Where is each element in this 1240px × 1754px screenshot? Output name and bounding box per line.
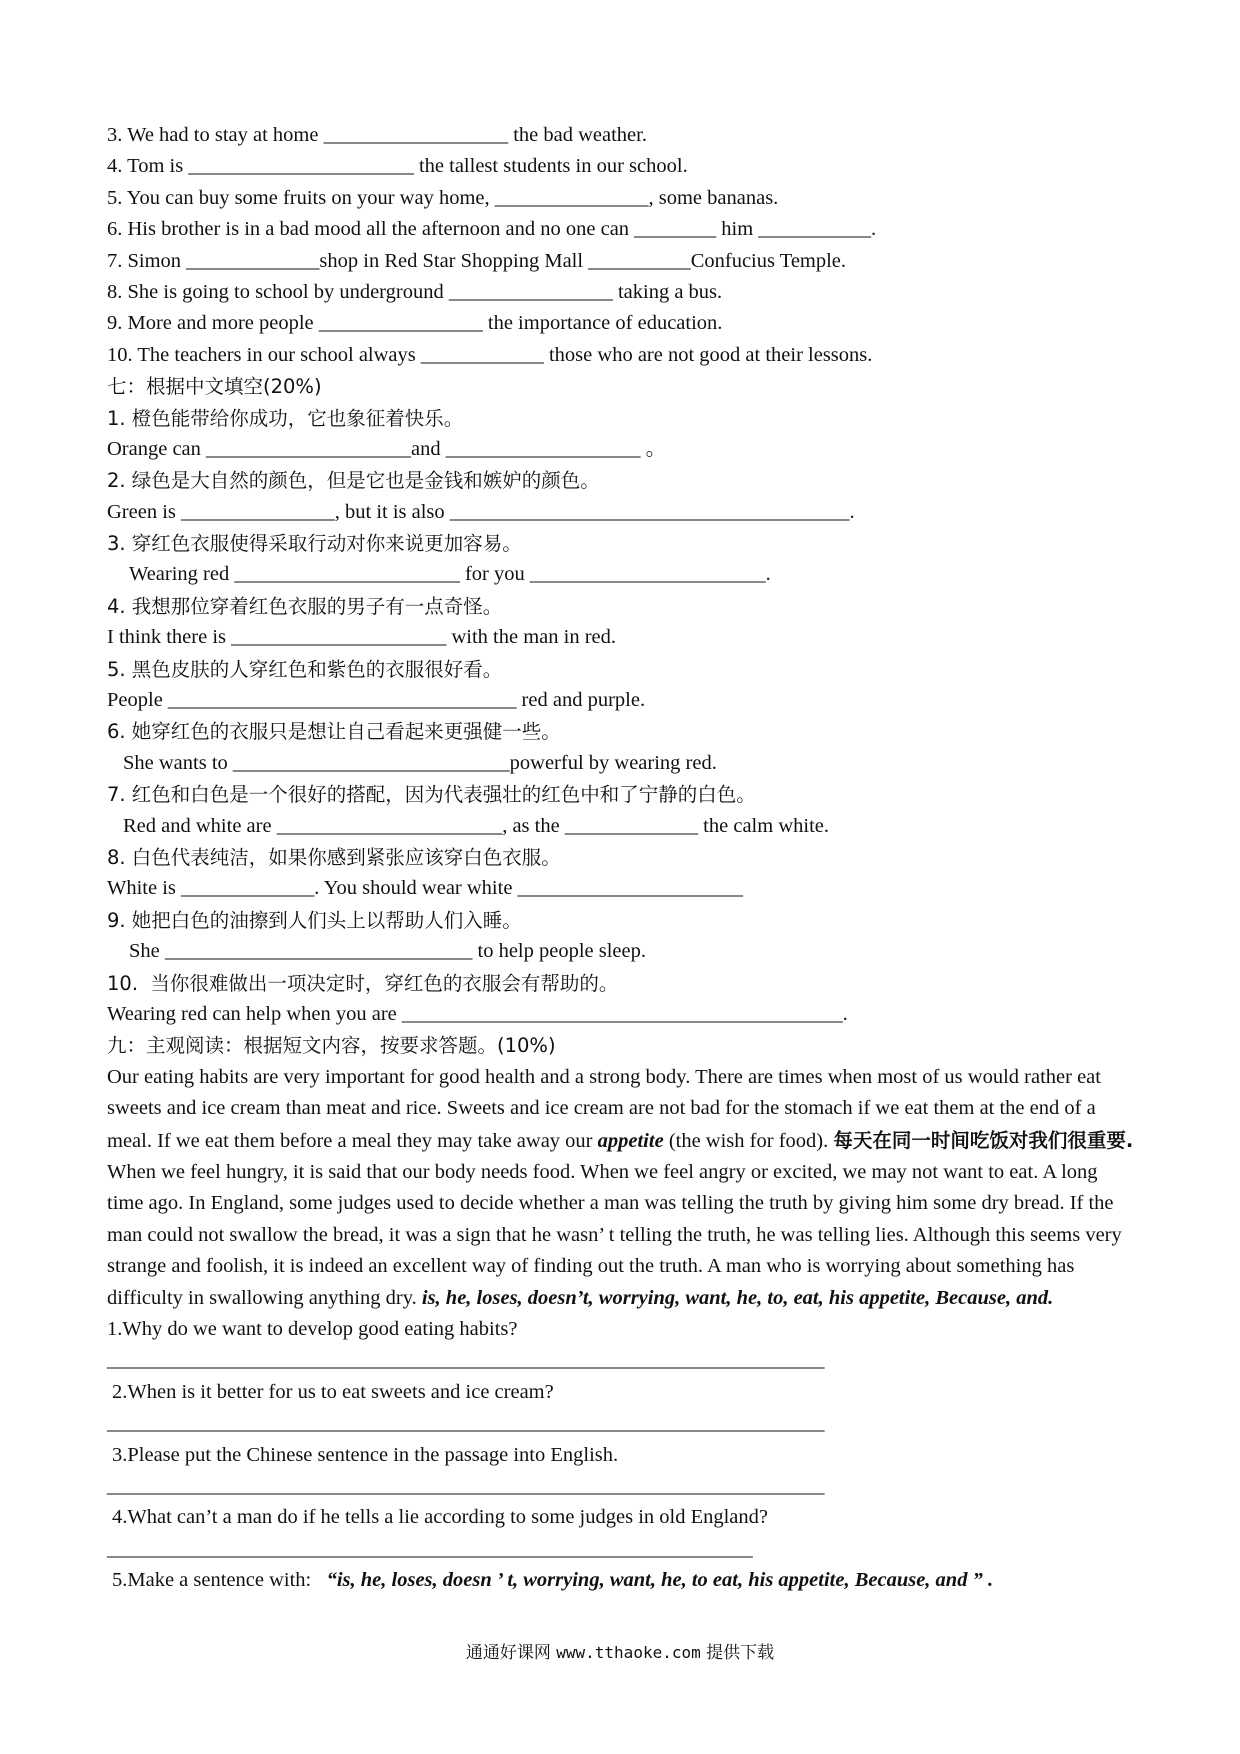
- reading-passage: [107, 1062, 1137, 1314]
- footer-site-name: 通通好课网: [465, 1643, 551, 1663]
- s7-item-7-en: Red and white are ______________________, as the _____________ the calm white.: [123, 814, 829, 837]
- s7-item-7-zh: 7. 红色和白色是一个很好的搭配，因为代表强壮的红色中和了宁静的白色。: [107, 783, 756, 807]
- s7-item-2-zh: 2. 绿色是大自然的颜色，但是它也是金钱和嫉妒的颜色。: [107, 469, 600, 493]
- section7-heading: 七：根据中文填空(20%): [107, 375, 322, 399]
- section6-list: [107, 120, 1137, 371]
- s7-item-2-en: Green is _______________, but it is also _______________________________________.: [107, 500, 855, 523]
- question-5-words: “is, he, loses, doesn ’ t, worrying, want, he, to eat, his appetite, Because, and ” .: [326, 1569, 994, 1592]
- s6-item-9: 9. More and more people ________________ the importance of education.: [107, 312, 723, 335]
- s6-item-8: 8. She is going to school by underground ________________ taking a bus.: [107, 280, 723, 303]
- section7-list: [107, 403, 1137, 1031]
- s6-item-6: 6. His brother is in a bad mood all the afternoon and no one can ________ him ___________.: [107, 218, 877, 241]
- answer-line-3[interactable]: ______________________________________________________________________: [107, 1474, 825, 1497]
- question-3: 3.Please put the Chinese sentence in the passage into English.: [112, 1443, 619, 1466]
- s7-item-8-zh: 8. 白色代表纯洁，如果你感到紧张应该穿白色衣服。: [107, 845, 561, 869]
- s7-item-1-zh: 1. 橙色能带给你成功，它也象征着快乐。: [107, 406, 464, 430]
- s7-item-9-zh: 9. 她把白色的油擦到人们头上以帮助人们入睡。: [107, 908, 522, 932]
- worksheet-content: [107, 120, 1137, 1596]
- passage-part-2: (the wish for food).: [663, 1129, 834, 1152]
- question-5-prefix: 5.Make a sentence with:: [112, 1569, 327, 1592]
- question-5: [107, 1565, 1137, 1596]
- passage-word-list: is, he, loses, doesn’t, worrying, want, he, to, eat, his appetite, Because, and.: [421, 1286, 1054, 1309]
- s7-item-10-zh: 10. 当你很难做出一项决定时，穿红色的衣服会有帮助的。: [107, 971, 619, 995]
- passage-part-1: Our eating habits are very important for good health and a strong body. There are times when most of us would rather eat sweets and ice cream than meat and rice. Sweets and ice cream are not bad for the stomach if we eat them at the end of a meal. If we eat them before a meal they may take away our: [107, 1065, 1101, 1152]
- s7-item-9-en: She ______________________________ to help people sleep.: [129, 940, 647, 963]
- s7-item-3-zh: 3. 穿红色衣服使得采取行动对你来说更加容易。: [107, 532, 522, 556]
- answer-line-2[interactable]: ______________________________________________________________________: [107, 1412, 825, 1435]
- s7-item-4-en: I think there is _____________________ with the man in red.: [107, 626, 617, 649]
- s6-item-10: 10. The teachers in our school always ____________ those who are not good at their lessons.: [107, 343, 873, 366]
- s7-item-5-en: People __________________________________ red and purple.: [107, 689, 646, 712]
- s6-item-3: 3. We had to stay at home __________________ the bad weather.: [107, 124, 647, 146]
- answer-line-1[interactable]: ______________________________________________________________________: [107, 1349, 825, 1372]
- footer-suffix: 提供下载: [706, 1643, 775, 1663]
- s7-item-3-en: Wearing red ______________________ for you _______________________.: [129, 563, 771, 586]
- page-footer: [0, 1638, 1240, 1663]
- s6-item-7: 7. Simon _____________shop in Red Star Shopping Mall __________Confucius Temple.: [107, 249, 847, 272]
- s7-item-5-zh: 5. 黑色皮肤的人穿红色和紫色的衣服很好看。: [107, 657, 503, 681]
- question-4: 4.What can’t a man do if he tells a lie according to some judges in old England?: [112, 1506, 768, 1529]
- s7-item-10-en: Wearing red can help when you are ___________________________________________.: [107, 1002, 848, 1025]
- footer-url[interactable]: www.tthaoke.com: [556, 1643, 701, 1662]
- passage-appetite-word: appetite: [597, 1129, 664, 1152]
- s6-item-4: 4. Tom is ______________________ the tallest students in our school.: [107, 155, 688, 178]
- passage-part-3: When we feel hungry, it is said that our body needs food. When we feel angry or excited, we may not want to eat. A long time ago. In England, some judges used to decide whether a man was telling the truth by giving him some dry bread. If the man could not swallow the bread, it was a sign that he wasn’ t telling the truth, he was telling lies. Although this seems very strange and foolish, it is indeed an excellent way of finding out the truth. A man who is worrying about something has difficulty in swallowing anything dry.: [107, 1160, 1122, 1309]
- s7-item-6-zh: 6. 她穿红色的衣服只是想让自己看起来更强健一些。: [107, 720, 561, 744]
- answer-line-4[interactable]: _______________________________________________________________: [107, 1537, 753, 1560]
- s7-item-8-en: White is _____________. You should wear white ______________________: [107, 877, 744, 900]
- section9-heading: 九：主观阅读：根据短文内容，按要求答题。(10%): [107, 1034, 556, 1058]
- s7-item-1-en: Orange can ____________________and ___________________ 。: [107, 437, 667, 460]
- s7-item-4-zh: 4. 我想那位穿着红色衣服的男子有一点奇怪。: [107, 594, 503, 618]
- s6-item-5: 5. You can buy some fruits on your way home, _______________, some bananas.: [107, 186, 779, 209]
- question-2: 2.When is it better for us to eat sweets and ice cream?: [112, 1380, 554, 1403]
- question-list: [107, 1314, 1137, 1597]
- question-1: 1.Why do we want to develop good eating habits?: [107, 1317, 518, 1340]
- s7-item-6-en: She wants to ___________________________powerful by wearing red.: [123, 751, 717, 774]
- passage-chinese-sentence: 每天在同一时间吃饭对我们很重要.: [833, 1128, 1134, 1152]
